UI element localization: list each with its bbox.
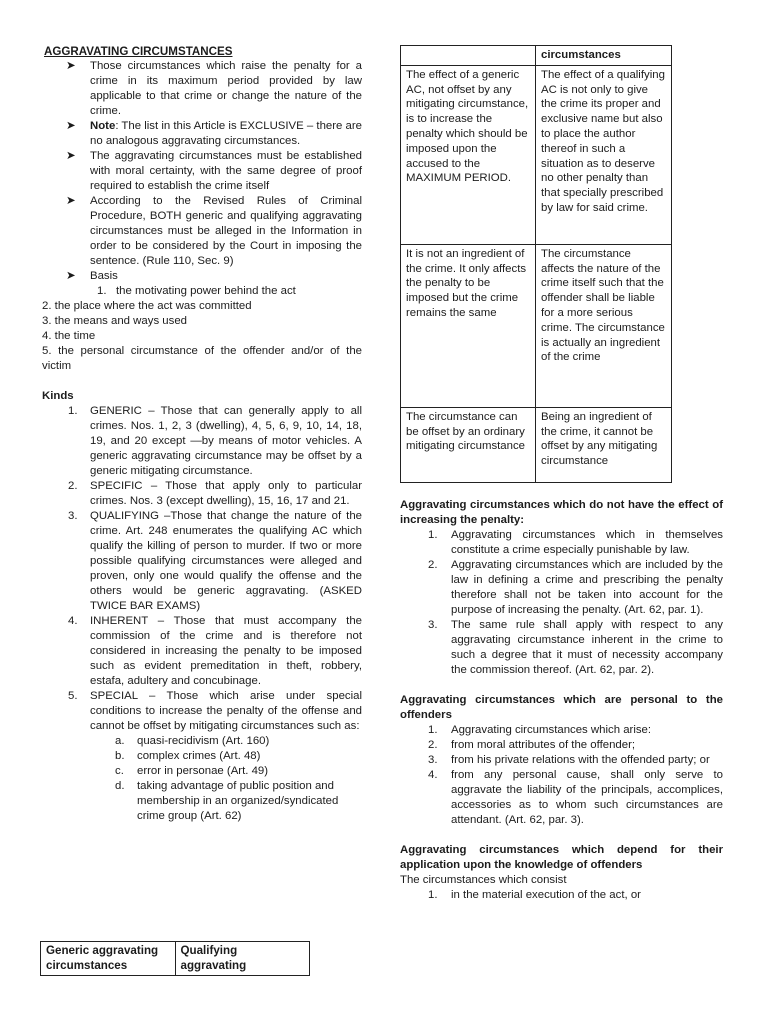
bullet-item: ➤ Note: The list in this Article is EXCLUSIVE – there are no analogous aggravating circumstances. <box>66 120 363 147</box>
table-cell: The effect of a qualifying AC is not only to give the crime its proper and exclusive name but also to place the author thereof in such a situation as to deserve no other penalty than that specially prescribed by law for said crime. <box>536 65 672 244</box>
basis-rest <box>42 299 362 374</box>
note-label: Note <box>90 120 116 132</box>
bullet-item: ➤ Basis <box>66 270 118 282</box>
special-item: a. quasi-recidivism (Art. 160) <box>115 735 270 747</box>
arrow-bullet-icon: ➤ <box>66 270 76 282</box>
kind-item: 3. QUALIFYING –Those that change the nature of the crime. Art. 248 enumerates the qualifying AC which qualify the killing of person to murder. If two or more possible qualifying circumstances were alleged and proven, only one would qualify the offense and the others would be generic aggravating. (ASKED TWICE BAR EXAMS) <box>68 510 362 612</box>
header-generic: Generic aggravating circumstances <box>41 942 176 976</box>
section-title: AGGRAVATING CIRCUMSTANCES <box>44 45 233 58</box>
basis-item: 5. the personal circumstance of the offender and/or of the victim <box>42 345 362 372</box>
section-intro: The circumstances which consist <box>400 873 567 886</box>
bullet-item: ➤ According to the Revised Rules of Criminal Procedure, BOTH generic and qualifying aggravating circumstances must be alleged in the Information in order to be considered by the Court in imposing the sentence. (Rule 110, Sec. 9) <box>66 195 362 267</box>
kind-item: 2. SPECIFIC – Those that apply only to particular crimes. Nos. 3 (except dwelling), 15, 16, 17 and 21. <box>68 480 362 507</box>
section-heading: Aggravating circumstances which do not have the effect of increasing the penalty: <box>400 498 723 526</box>
list-item: 2. from moral attributes of the offender; <box>428 738 636 751</box>
comparison-table <box>400 45 672 483</box>
table-cell: The effect of a generic AC, not offset by any mitigating circumstance, is to increase the penalty which should be imposed upon the accused to the MAXIMUM PERIOD. <box>401 65 536 244</box>
kind-item: 5. SPECIAL – Those which arise under special conditions to increase the penalty of the offense and cannot be offset by mitigating circumstances such as: <box>68 690 362 732</box>
header-qualifying: Qualifying aggravating <box>175 942 310 976</box>
table-cell <box>401 46 536 66</box>
arrow-bullet-icon: ➤ <box>66 60 76 72</box>
comparison-table-header <box>40 941 310 976</box>
table-cell: Being an ingredient of the crime, it cannot be offset by any mitigating circumstance <box>536 407 672 482</box>
section-heading: Aggravating circumstances which are personal to the offenders <box>400 693 723 721</box>
section-heading: Aggravating circumstances which depend for their application upon the knowledge of offenders <box>400 843 723 871</box>
arrow-bullet-icon: ➤ <box>66 120 76 132</box>
right-column <box>400 45 723 903</box>
table-cell: The circumstance affects the nature of the crime itself such that the offender shall be liable for a more serious crime. The circumstance is actually an ingredient of the crime <box>536 244 672 407</box>
list-item: 1. in the material execution of the act, or <box>428 888 641 901</box>
special-item: c. error in personae (Art. 49) <box>115 765 269 777</box>
table-row <box>401 407 672 482</box>
list-item: 2. Aggravating circumstances which are included by the law in defining a crime and prescribing the penalty therefore shall not be taken into account for the purpose of increasing the penalty. (Art. 62, par. 1). <box>428 558 723 616</box>
kind-item: 1. GENERIC – Those that can generally apply to all crimes. Nos. 1, 2, 3 (dwelling), 4, 5, 6, 9, 10, 14, 18, 19, and 20 except —by means of motor vehicles. A generic aggravating circumstance may be offset by a generic mitigating circumstance. <box>68 405 362 477</box>
list-item: 3. from his private relations with the offended party; or <box>428 753 710 766</box>
special-item: b. complex crimes (Art. 48) <box>115 750 261 762</box>
list-item: 3. The same rule shall apply with respect to any aggravating circumstance inherent in the crime to such a degree that it must of necessity accompany the commission thereof. (Art. 62, par. 2). <box>428 618 723 676</box>
list-item: 1. Aggravating circumstances which in themselves constitute a crime especially punishable by law. <box>428 528 723 556</box>
basis-item: 3. the means and ways used <box>42 315 188 327</box>
bullet-item: ➤ Those circumstances which raise the penalty for a crime in its maximum period provided by law applicable to that crime or change the nature of the crime. <box>66 60 362 117</box>
table-row <box>401 65 672 244</box>
arrow-bullet-icon: ➤ <box>66 195 76 207</box>
table-row <box>401 244 672 407</box>
table-cell: The circumstance can be offset by an ordinary mitigating circumstance <box>401 407 536 482</box>
basis-item: 2. the place where the act was committed <box>42 300 252 312</box>
left-column <box>44 44 362 824</box>
special-item: d. taking advantage of public position and membership in an organized/syndicated crime group (Art. 62) <box>115 780 339 822</box>
basis-item: 1. the motivating power behind the act <box>97 285 296 297</box>
basis-item: 4. the time <box>42 330 96 342</box>
arrow-bullet-icon: ➤ <box>66 150 76 162</box>
table-header-continued: circumstances <box>536 46 672 66</box>
bullet-item: ➤ The aggravating circumstances must be established with moral certainty, with the same degree of proof required to establish the crime itself <box>66 150 362 192</box>
kind-item: 4. INHERENT – Those that must accompany the commission of the crime and is therefore not considered in increasing the penalty to be imposed such as evident premeditation in theft, robbery, estafa, adultery and concubinage. <box>68 615 362 687</box>
table-cell: It is not an ingredient of the crime. It only affects the penalty to be imposed but the crime remains the same <box>401 244 536 407</box>
kinds-heading: Kinds <box>42 390 74 402</box>
list-item: 4. from any personal cause, shall only serve to aggravate the liability of the principals, accomplices, accessories as to whom such circumstances are attendant. (Art. 62, par. 3). <box>428 768 723 826</box>
list-item: 1. Aggravating circumstances which arise: <box>428 723 652 736</box>
